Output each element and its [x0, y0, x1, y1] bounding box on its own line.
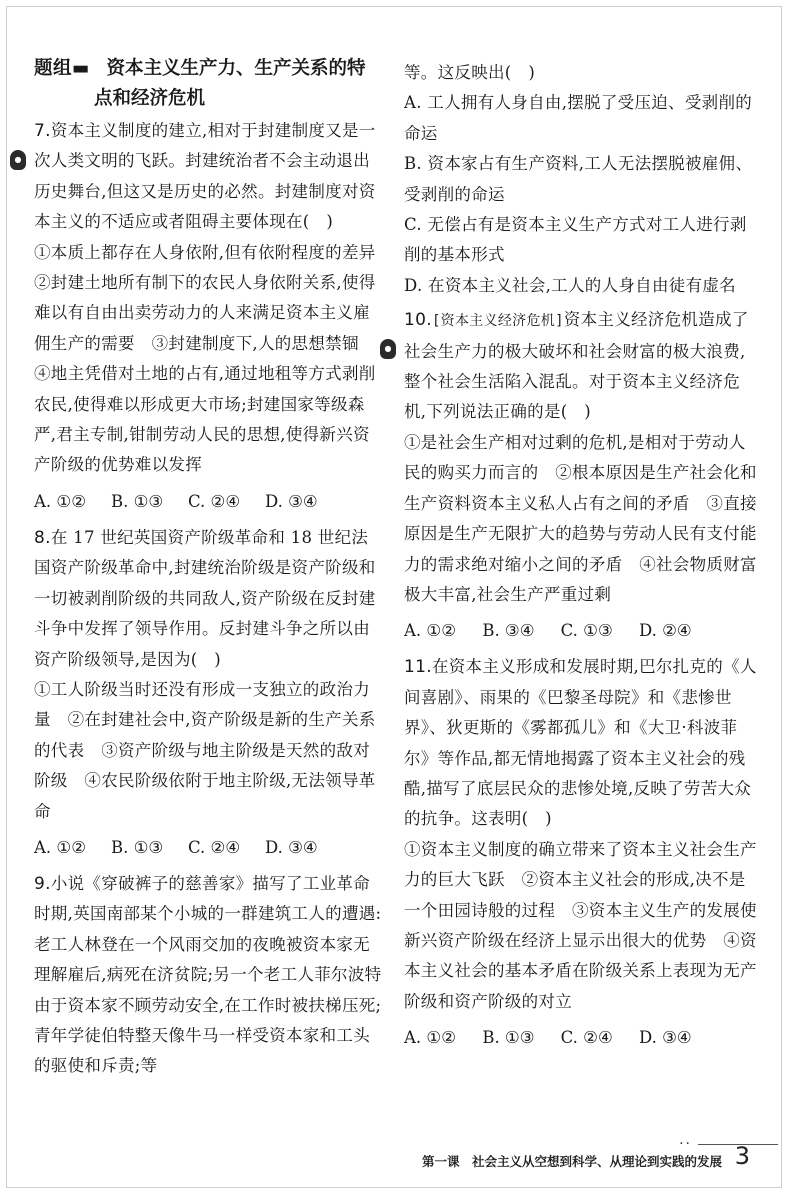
- question-7-items: ①本质上都存在人身依附,但有依附程度的差异 ②封建土地所有制下的农民人身依附关系,使得难以有自由出卖劳动力的人来满足资本主义雇佣生产的需要 ③封建制度下,人的思想禁锢 ④地主凭借对土地的占有,通过地租等方式剥削农民,使得难以形成更大市场;封建国家等级森严,君主专制,钳制劳动人民的思想,使得新兴资产阶级的优势难以发挥: [34, 242, 393, 475]
- page-number: 3: [734, 1142, 750, 1170]
- footer-chapter-title: 第一课 社会主义从空想到科学、从理论到实践的发展: [421, 1154, 722, 1169]
- question-8: [34, 523, 384, 863]
- group-tag: 题组▬: [34, 58, 90, 79]
- option-b[interactable]: B. 资本家占有生产资料,工人无法摆脱被雇佣、受剥削的命运: [404, 154, 753, 204]
- topic-tag: [资本主义经济危机]: [431, 313, 564, 330]
- option-a[interactable]: A. ①②: [34, 491, 86, 511]
- option-a[interactable]: A. ①②: [404, 1028, 456, 1048]
- question-11-stem: 11.在资本主义形成和发展时期,巴尔扎克的《人间喜剧》、雨果的《巴黎圣母院》和《悲惨世界》、狄更斯的《雾都孤儿》和《大卫·科波菲尔》等作品,都无情地揭露了资本主义社会的残酷,描写了底层民众的悲惨处境,反映了劳苦大众的抗争。这表明( ): [404, 657, 757, 829]
- question-7: [14, 116, 393, 517]
- option-c[interactable]: C. ②④: [188, 491, 241, 511]
- question-11-options: [404, 1023, 760, 1053]
- question-8-stem: 8.在 17 世纪英国资产阶级革命和 18 世纪法国资产阶级革命中,封建统治阶级是资产阶级和一切被剥削阶级的共同敌人,资产阶级在反封建斗争中发挥了领导作用。反封建斗争之所以由资产阶级领导,是因为( ): [34, 527, 376, 669]
- question-9: [34, 869, 384, 1082]
- question-7-stem: 7.资本主义制度的建立,相对于封建制度又是一次人类文明的飞跃。封建统治者不会主动退出历史舞台,但这又是历史的必然。封建制度对资本主义的不适应或者阻碍主要体现在( ): [34, 121, 376, 232]
- option-b[interactable]: B. ①③: [111, 837, 164, 857]
- option-c[interactable]: C. 无偿占有是资本主义生产方式对工人进行剥削的基本形式: [404, 215, 747, 265]
- right-column: [384, 58, 760, 1059]
- question-9-stem-cont: 等。这反映出( ): [404, 63, 536, 82]
- footer-dots: ··: [679, 1136, 692, 1152]
- option-b[interactable]: B. ①③: [482, 1028, 535, 1048]
- audio-badge-icon: ●: [10, 150, 26, 170]
- question-11: [404, 652, 760, 1053]
- option-a[interactable]: A. ①②: [34, 837, 86, 857]
- question-10-items: ①是社会生产相对过剩的危机,是相对于劳动人民的购买力而言的 ②根本原因是生产社会化和生产资料资本主义私人占有之间的矛盾 ③直接原因是生产无限扩大的趋势与劳动人民有支付能力的需求绝对缩小之间的矛盾 ④社会物质财富极大丰富,社会生产严重过剩: [404, 432, 757, 604]
- option-a[interactable]: A. 工人拥有人身自由,摆脱了受压迫、受剥削的命运: [404, 93, 753, 143]
- left-column: [14, 54, 393, 1082]
- question-9-stem: 9.小说《穿破裤子的慈善家》描写了工业革命时期,英国南部某个小城的一群建筑工人的遭遇:老工人林登在一个风雨交加的夜晚被资本家无理解雇后,病死在济贫院;另一个老工人菲尔波特由于资本家不顾劳动安全,在工作时被扶梯压死;青年学徒伯特整天像牛马一样受资本家和工头的驱使和斥责;等: [34, 873, 382, 1076]
- question-10-stem: 10.[资本主义经济危机]资本主义经济危机造成了社会生产力的极大破坏和社会财富的极大浪费,整个社会生活陷入混乱。对于资本主义经济危机,下列说法正确的是( ): [404, 310, 749, 422]
- question-11-items: ①资本主义制度的确立带来了资本主义社会生产力的巨大飞跃 ②资本主义社会的形成,决不是一个田园诗般的过程 ③资本主义生产的发展使新兴资产阶级在经济上显示出很大的优势 ④资本主义社会的基本矛盾在阶级关系上表现为无产阶级和资产阶级的对立: [404, 839, 757, 1011]
- page-footer: [408, 1136, 778, 1180]
- audio-badge-icon: ●: [380, 339, 396, 359]
- option-a[interactable]: A. ①②: [404, 621, 456, 641]
- question-10-options: [404, 616, 760, 646]
- question-8-items: ①工人阶级当时还没有形成一支独立的政治力量 ②在封建社会中,资产阶级是新的生产关系的代表 ③资产阶级与地主阶级是天然的敌对阶级 ④农民阶级依附于地主阶级,无法领导革命: [34, 679, 376, 821]
- option-c[interactable]: C. ①③: [560, 621, 613, 641]
- group-heading: [34, 54, 384, 114]
- option-d[interactable]: D. ③④: [265, 491, 318, 511]
- option-d[interactable]: D. ③④: [265, 837, 318, 857]
- option-c[interactable]: C. ②④: [560, 1028, 613, 1048]
- question-8-options: [34, 833, 384, 863]
- question-9-continued: [404, 58, 760, 301]
- option-d[interactable]: D. ②④: [638, 621, 692, 641]
- option-b[interactable]: B. ①③: [111, 491, 164, 511]
- group-title-line2: 点和经济危机: [94, 88, 206, 109]
- option-c[interactable]: C. ②④: [188, 837, 241, 857]
- option-d[interactable]: D. ③④: [638, 1028, 692, 1048]
- question-7-options: [34, 487, 384, 517]
- option-b[interactable]: B. ③④: [482, 621, 535, 641]
- option-d[interactable]: D. 在资本主义社会,工人的人身自由徒有虚名: [404, 275, 736, 295]
- group-title-line1: 资本主义生产力、生产关系的特: [106, 58, 366, 79]
- question-10: [384, 305, 760, 646]
